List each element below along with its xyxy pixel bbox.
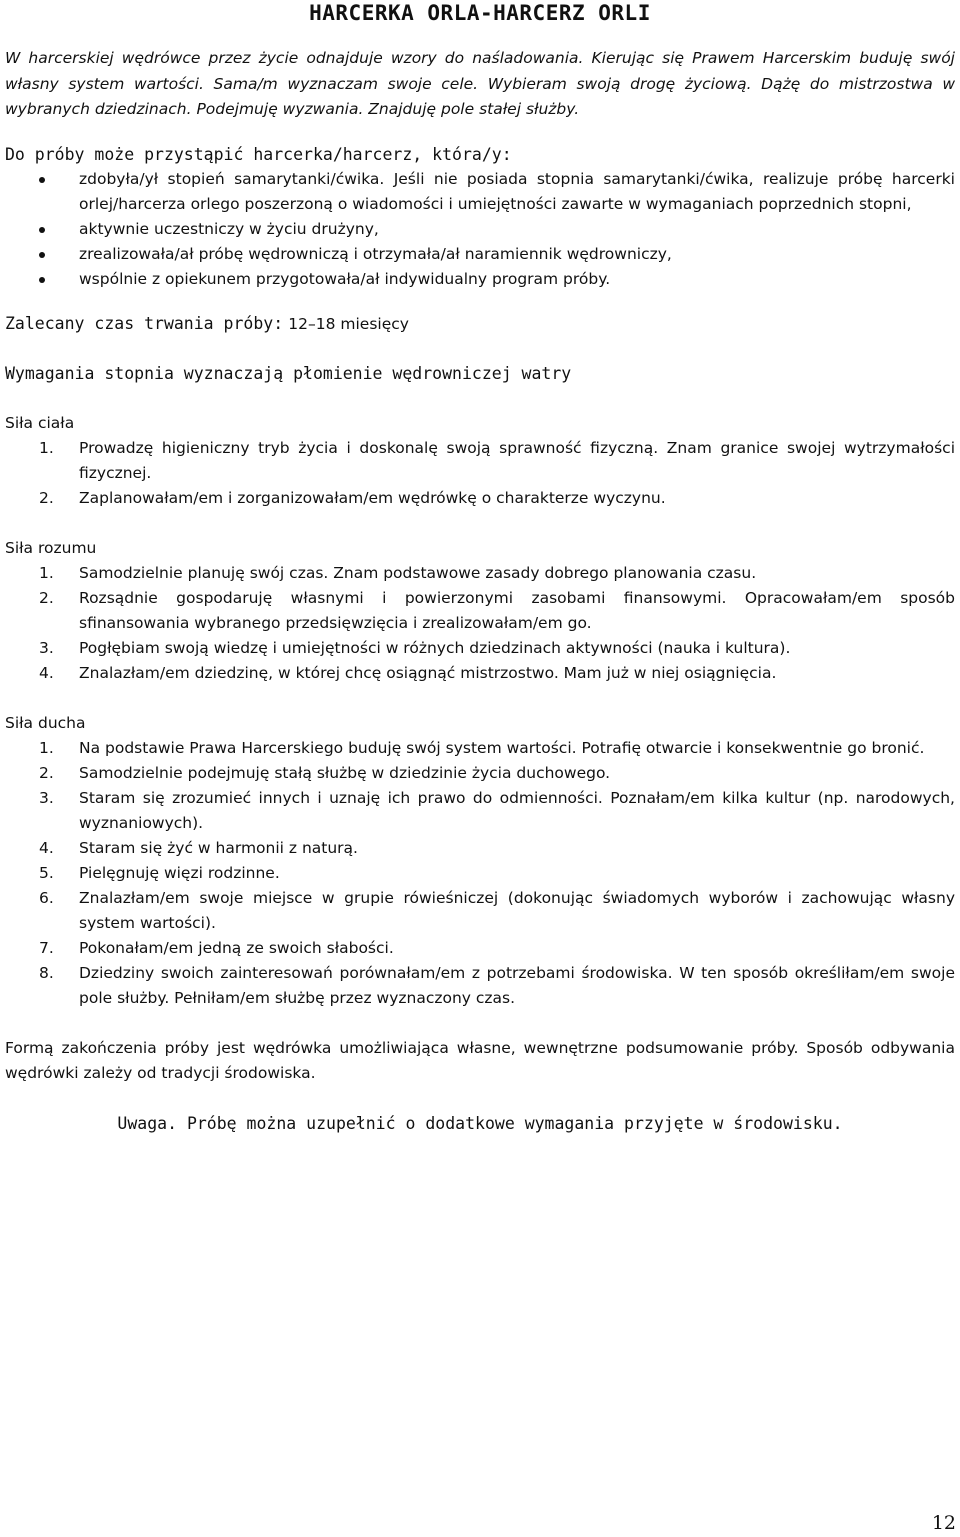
eligibility-list xyxy=(5,167,955,292)
page-number: 12 xyxy=(931,1512,956,1534)
section-spirit xyxy=(5,711,955,1011)
item-text: Samodzielnie planuję swój czas. Znam podstawowe zasady dobrego planowania czasu. xyxy=(79,563,757,582)
list-item xyxy=(5,436,955,486)
item-text: Na podstawie Prawa Harcerskiego buduję swój system wartości. Potrafię otwarcie i konsekwentnie go bronić. xyxy=(79,738,925,757)
duration-value: 12–18 miesięcy xyxy=(288,314,409,333)
numbered-list xyxy=(5,436,955,511)
item-text: Rozsądnie gospodaruję własnymi i powierzonymi zasobami finansowymi. Opracowałam/em sposób sfinansowania wybranego przedsięwzięcia i zrealizowałam/em go. xyxy=(79,588,955,632)
list-item xyxy=(5,961,955,1011)
item-text: Staram się żyć w harmonii z naturą. xyxy=(79,838,358,857)
duration-line xyxy=(5,311,955,337)
item-number: 2. xyxy=(39,588,54,607)
item-text: Samodzielnie podejmuję stałą służbę w dziedzinie życia duchowego. xyxy=(79,763,611,782)
note-text: Uwaga. Próbę można uzupełnić o dodatkowe wymagania przyjęte w środowisku. xyxy=(117,1113,843,1133)
item-number: 5. xyxy=(39,863,54,882)
item-number: 1. xyxy=(39,563,54,582)
item-text: Pielęgnuję więzi rodzinne. xyxy=(79,863,280,882)
item-number: 1. xyxy=(39,738,54,757)
section-label: Siła rozumu xyxy=(5,538,97,557)
item-number: 6. xyxy=(39,888,54,907)
eligibility-heading: Do próby może przystąpić harcerka/harcerz, która/y: xyxy=(5,144,512,164)
eligibility-section xyxy=(5,143,955,292)
list-item xyxy=(5,586,955,636)
item-number: 7. xyxy=(39,938,54,957)
item-number: 3. xyxy=(39,638,54,657)
item-text: Znalazłam/em swoje miejsce w grupie rówieśniczej (dokonując świadomych wyborów i zachowując własny system wartości). xyxy=(79,888,955,932)
list-item xyxy=(5,761,955,786)
item-text: Pogłębiam swoją wiedzę i umiejętności w różnych dziedzinach aktywności (nauka i kultura). xyxy=(79,638,791,657)
requirements-heading: Wymagania stopnia wyznaczają płomienie wędrowniczej watry xyxy=(5,363,572,383)
closing-paragraph: Formą zakończenia próby jest wędrówka umożliwiająca własne, wewnętrzne podsumowanie próby. Sposób odbywania wędrówki zależy od tradycji środowiska. xyxy=(5,1038,955,1082)
item-text: Zaplanowałam/em i zorganizowałam/em wędrówkę o charakterze wyczynu. xyxy=(79,488,666,507)
section-mind xyxy=(5,536,955,686)
list-item xyxy=(5,936,955,961)
list-item xyxy=(5,561,955,586)
intro-paragraph: W harcerskiej wędrówce przez życie odnajduje wzory do naśladowania. Kierując się Prawem Harcerskim buduję swój własny system wartości. Sama/m wyznaczam swoje cele. Wybieram swoją drogę życiową. Dążę do mistrzostwa w wybranych dziedzinach. Podejmuję wyzwania. Znajduję pole stałej służby. xyxy=(5,49,955,118)
list-item xyxy=(5,736,955,761)
list-item xyxy=(5,636,955,661)
item-text: Dziedziny swoich zainteresowań porównałam/em z potrzebami środowiska. W ten sposób określiłam/em swoje pole służby. Pełniłam/em służbę przez wyznaczony czas. xyxy=(79,963,955,1007)
list-item: wspólnie z opiekunem przygotowała/ał indywidualny program próby. xyxy=(5,267,955,292)
item-number: 3. xyxy=(39,788,54,807)
item-text: Pokonałam/em jedną ze swoich słabości. xyxy=(79,938,394,957)
item-number: 1. xyxy=(39,438,54,457)
numbered-list xyxy=(5,736,955,1011)
item-text: Staram się zrozumieć innych i uznaję ich prawo do odmienności. Poznałam/em kilka kultur (np. narodowych, wyznaniowych). xyxy=(79,788,955,832)
item-number: 2. xyxy=(39,763,54,782)
list-item xyxy=(5,861,955,886)
document-page xyxy=(5,0,955,1137)
section-label: Siła ducha xyxy=(5,713,86,732)
item-text: Znalazłam/em dziedzinę, w której chcę osiągnąć mistrzostwo. Mam już w niej osiągnięcia. xyxy=(79,663,777,682)
item-number: 4. xyxy=(39,838,54,857)
item-number: 2. xyxy=(39,488,54,507)
list-item xyxy=(5,886,955,936)
page-title: HARCERKA ORLA-HARCERZ ORLI xyxy=(309,1,651,25)
item-text: Prowadzę higieniczny tryb życia i doskonalę swoją sprawność fizyczną. Znam granice swojej wytrzymałości fizycznej. xyxy=(79,438,955,482)
list-item xyxy=(5,786,955,836)
list-item xyxy=(5,486,955,511)
section-body xyxy=(5,411,955,511)
list-item: zdobyła/ył stopień samarytanki/ćwika. Jeśli nie posiada stopnia samarytanki/ćwika, realizuje próbę harcerki orlej/harcerza orlego poszerzoną o wiadomości i umiejętności zawarte w wymaganiach poprzednich stopni, xyxy=(5,167,955,217)
item-number: 8. xyxy=(39,963,54,982)
duration-label: Zalecany czas trwania próby: xyxy=(5,313,284,333)
section-label: Siła ciała xyxy=(5,413,75,432)
list-item: aktywnie uczestniczy w życiu drużyny, xyxy=(5,217,955,242)
item-number: 4. xyxy=(39,663,54,682)
list-item: zrealizowała/ał próbę wędrowniczą i otrzymała/ał naramiennik wędrowniczy, xyxy=(5,242,955,267)
list-item xyxy=(5,836,955,861)
list-item xyxy=(5,661,955,686)
numbered-list xyxy=(5,561,955,686)
